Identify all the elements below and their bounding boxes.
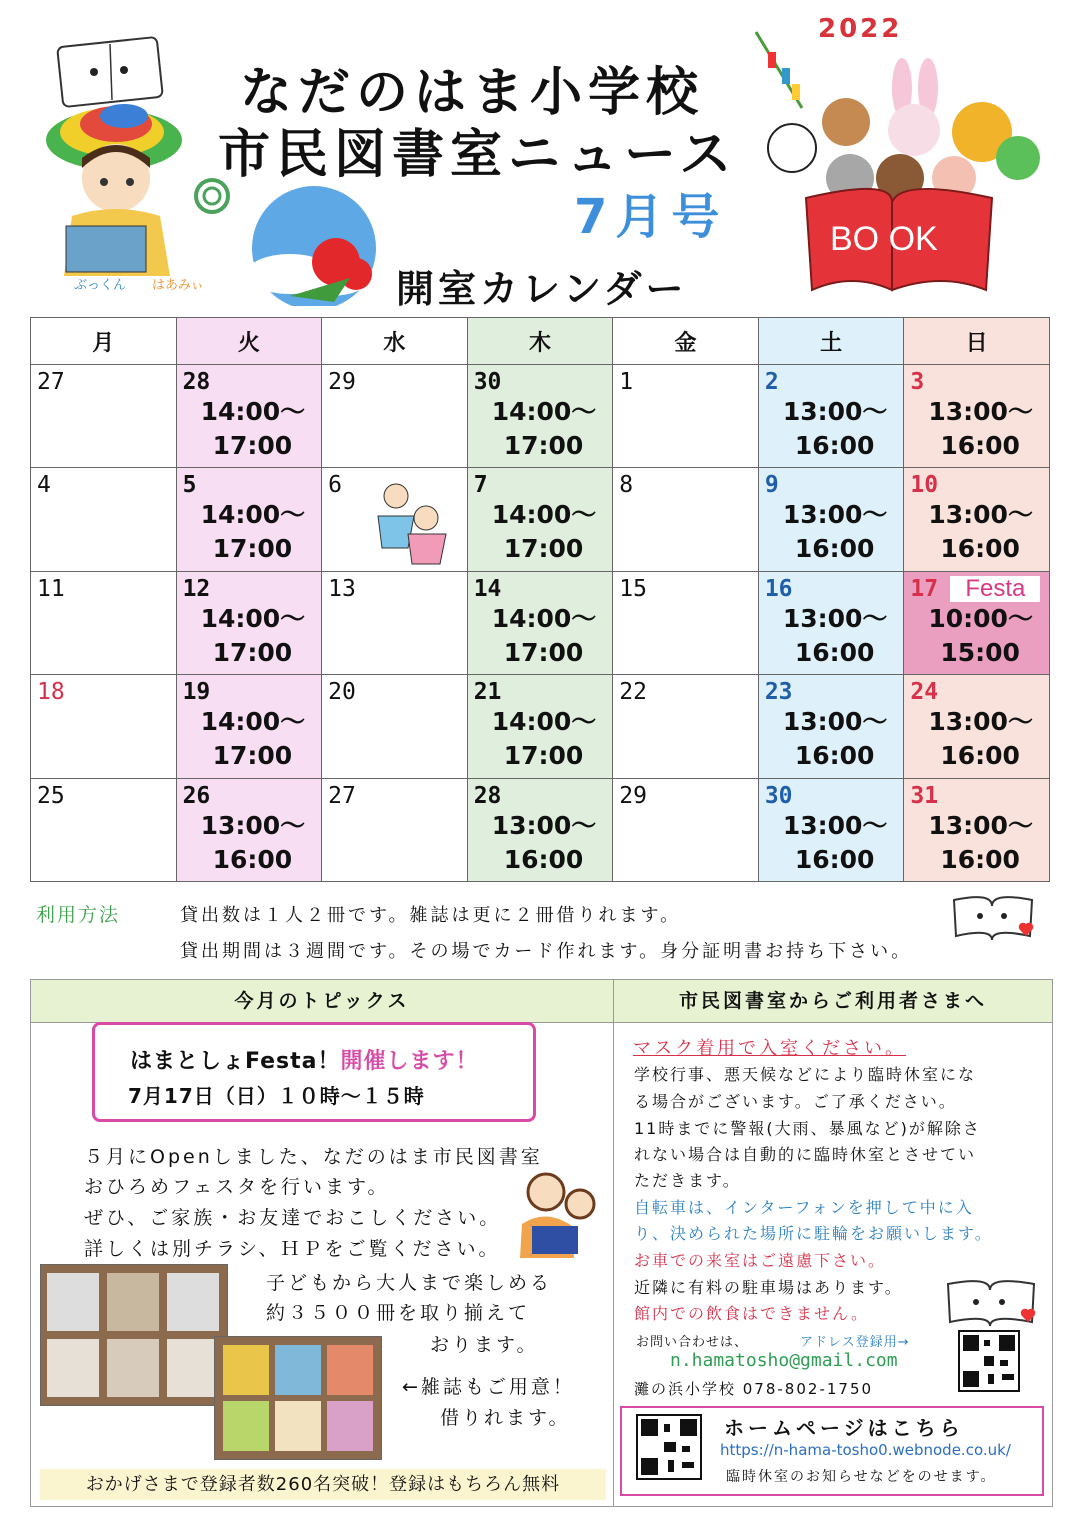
weekday-header-wed: 水: [322, 318, 468, 365]
weekday-header-sat: 土: [758, 318, 904, 365]
day-number: 30: [764, 782, 793, 809]
day-number: 7: [473, 472, 488, 499]
day-number: 6: [328, 472, 342, 499]
intro-line-2: おひろめフェスタを行います。: [84, 1176, 390, 1198]
opening-calendar: [30, 317, 1050, 882]
calendar-day-cell: [31, 571, 177, 674]
calendar-day-cell: [467, 365, 613, 468]
intro-line-1: ５月にOpenしました、なだのはま市民図書室: [84, 1146, 543, 1168]
summer-sky-hibiscus-illustration: [240, 178, 390, 306]
calendar-day-cell: [31, 468, 177, 571]
closure-line-3: 11時までに警報(大雨、暴風など)が解除さ: [634, 1119, 981, 1138]
calendar-body: [31, 365, 1050, 882]
calendar-day-cell: [758, 778, 904, 881]
book-label: BO OK: [830, 220, 938, 258]
parking-notice: 近隣に有料の駐車場はあります。: [634, 1278, 903, 1297]
calendar-day-cell: [904, 778, 1050, 881]
closing-time: 16:00: [212, 844, 293, 874]
bookshelf-photo: [40, 1264, 228, 1406]
calendar-day-cell: [613, 365, 759, 468]
opening-time: 13:00～: [782, 500, 888, 530]
mascot-characters-illustration: [46, 36, 236, 286]
intro-line-3: ぜひ、ご家族・お友達でおこしください。: [84, 1207, 502, 1229]
closing-time: 17:00: [503, 534, 584, 564]
closing-time: 17:00: [212, 741, 293, 771]
calendar-day-cell: [176, 468, 322, 571]
book-character-icon: [950, 892, 1036, 944]
calendar-day-cell: [904, 365, 1050, 468]
day-number: 24: [910, 679, 939, 706]
calendar-day-cell: [904, 468, 1050, 571]
doll-decoration-icon: [368, 476, 454, 566]
calendar-week-row: [31, 778, 1050, 881]
character-name-bukkun: ぶっくん: [74, 278, 127, 293]
day-number: 26: [182, 782, 211, 809]
day-number: 30: [473, 369, 502, 395]
magazines-line-1: ←雑誌もご用意！: [402, 1376, 575, 1398]
weekday-header-row: [31, 318, 1050, 365]
day-number: 13: [328, 575, 356, 602]
day-number: 29: [619, 782, 647, 809]
calendar-day-cell: [322, 778, 468, 881]
calendar-day-cell: [467, 571, 613, 674]
closing-time: 16:00: [940, 431, 1020, 460]
calendar-day-cell: [758, 365, 904, 468]
day-number: 21: [473, 679, 502, 706]
homepage-note: 臨時休室のお知らせなどをのせます。: [726, 1469, 997, 1485]
day-number: 15: [619, 575, 647, 602]
closing-time: 17:00: [503, 637, 584, 667]
day-number: 4: [37, 472, 51, 499]
opening-time: 13:00～: [928, 810, 1033, 840]
opening-time: 14:00～: [200, 603, 306, 633]
mother-child-reading-illustration: [516, 1168, 604, 1260]
closing-time: 17:00: [212, 637, 293, 667]
bicycle-line-2: り、決められた場所に駐輪をお願いします。: [634, 1224, 993, 1243]
day-number: 28: [182, 369, 211, 395]
calendar-day-cell: [613, 675, 759, 778]
day-number: 5: [182, 472, 197, 499]
day-number: 1: [619, 369, 634, 395]
calendar-week-row: [31, 571, 1050, 674]
bicycle-line-1: 自転車は、インターフォンを押して中に入: [634, 1198, 974, 1217]
opening-time: 13:00～: [782, 397, 888, 426]
calendar-day-cell: [176, 675, 322, 778]
opening-time: 13:00～: [491, 810, 597, 840]
closure-line-2: る場合がございます。ご了承ください。: [634, 1092, 957, 1111]
animals-book-illustration: [742, 28, 1048, 308]
weekday-header-tue: 火: [176, 318, 322, 365]
calendar-day-cell: [758, 468, 904, 571]
calendar-day-cell: [322, 365, 468, 468]
day-number: 19: [182, 679, 211, 706]
calendar-day-cell: [176, 571, 322, 674]
day-number: 27: [328, 782, 356, 809]
opening-time: 14:00～: [200, 707, 306, 737]
books-line-3: おります。: [430, 1334, 539, 1356]
issue-month: 7月号: [574, 189, 728, 245]
calendar-day-cell: [31, 365, 177, 468]
opening-time: 13:00～: [200, 810, 306, 840]
books-line-2: 約３５００冊を取り揃えて: [266, 1302, 531, 1324]
calendar-day-cell: [322, 675, 468, 778]
weekday-header-mon: 月: [31, 318, 177, 365]
day-number: 11: [37, 575, 65, 602]
title-newsletter: 市民図書室ニュース: [218, 125, 738, 185]
closure-line-1: 学校行事、悪天候などにより臨時休室にな: [634, 1065, 977, 1084]
car-notice: お車での来室はご遠慮下さい。: [634, 1251, 887, 1270]
magazine-rack-photo: [214, 1336, 382, 1460]
usage-label: 利用方法: [36, 904, 121, 926]
contact-email[interactable]: n.hamatosho@gmail.com: [670, 1350, 898, 1371]
closing-time: 17:00: [212, 534, 293, 564]
closing-time: 15:00: [940, 637, 1020, 667]
closure-line-5: ただきます。: [634, 1171, 741, 1190]
day-number: 2: [764, 369, 779, 395]
calendar-title: 開室カレンダー: [396, 267, 688, 311]
festa-tag: Festa: [950, 576, 1040, 602]
contact-label: お問い合わせは、: [636, 1335, 749, 1350]
closing-time: 16:00: [794, 431, 875, 460]
day-number: 29: [328, 369, 356, 395]
weekday-header-thu: 木: [467, 318, 613, 365]
day-number: 23: [764, 679, 793, 706]
closing-time: 16:00: [794, 534, 875, 564]
closing-time: 16:00: [940, 741, 1020, 771]
festa-name: はまとしょFesta！: [130, 1049, 341, 1074]
character-name-haamii: はあみぃ: [152, 278, 204, 293]
day-number: 20: [328, 679, 356, 706]
opening-time: 13:00～: [782, 707, 888, 737]
opening-time: 14:00～: [491, 397, 597, 426]
weekday-header-sun: 日: [904, 318, 1050, 365]
day-number: 12: [182, 575, 211, 602]
closing-time: 16:00: [794, 741, 875, 771]
opening-time: 14:00～: [491, 707, 597, 737]
day-number: 14: [473, 575, 502, 602]
topics-heading: 今月のトピックス: [31, 980, 613, 1023]
intro-line-4: 詳しくは別チラシ、ＨＰをご覧ください。: [84, 1238, 501, 1260]
calendar-day-cell: [467, 468, 613, 571]
calendar-day-cell: [904, 571, 1050, 674]
homepage-qr-code-icon[interactable]: [636, 1414, 702, 1480]
opening-time: 13:00～: [782, 810, 888, 840]
address-registration-label: アドレス登録用→: [800, 1335, 910, 1350]
books-line-1: 子どもから大人まで楽しめる: [266, 1272, 553, 1294]
weekday-header-fri: 金: [613, 318, 759, 365]
opening-time: 14:00～: [491, 500, 597, 530]
title-school-name: なだのはま小学校: [240, 63, 705, 123]
closing-time: 17:00: [212, 431, 293, 460]
opening-time: 13:00～: [928, 707, 1033, 737]
registration-banner: おかげさまで登録者数260名突破！登録はもちろん無料: [40, 1469, 606, 1500]
closing-time: 17:00: [503, 741, 584, 771]
calendar-week-row: [31, 468, 1050, 571]
closing-time: 16:00: [940, 534, 1020, 564]
calendar-week-row: [31, 675, 1050, 778]
calendar-day-cell: [613, 778, 759, 881]
festa-held: 開催します！: [340, 1049, 479, 1074]
usage-lending-limit: 貸出数は１人２冊です。雑誌は更に２冊借りれます。: [180, 905, 682, 926]
opening-time: 13:00～: [928, 397, 1033, 426]
day-number: 18: [37, 679, 65, 706]
homepage-title: ホームページはこちら: [724, 1416, 964, 1440]
opening-time: 13:00～: [782, 603, 888, 633]
opening-time: 14:00～: [200, 500, 306, 530]
food-notice: 館内での飲食はできません。: [634, 1304, 869, 1323]
opening-time: 14:00～: [491, 603, 597, 633]
day-number: 16: [764, 575, 793, 602]
closing-time: 16:00: [940, 844, 1020, 874]
email-qr-code-icon[interactable]: [958, 1330, 1020, 1392]
calendar-day-cell: [176, 365, 322, 468]
magazines-line-2: 借りれます。: [440, 1407, 571, 1429]
day-number: 17: [910, 575, 939, 602]
calendar-day-cell: [176, 778, 322, 881]
day-number: 28: [473, 782, 502, 809]
calendar-day-cell: [904, 675, 1050, 778]
book-character-icon-2: [944, 1276, 1040, 1330]
opening-time: 13:00～: [928, 500, 1033, 530]
closing-time: 17:00: [503, 431, 584, 460]
day-number: 22: [619, 679, 647, 706]
school-phone: 灘の浜小学校 078-802-1750: [634, 1380, 874, 1398]
usage-lending-period: 貸出期間は３週間です。その場でカード作れます。身分証明書お持ち下さい。: [180, 941, 913, 962]
day-number: 31: [910, 782, 939, 809]
day-number: 10: [910, 472, 939, 499]
calendar-day-cell: [758, 571, 904, 674]
calendar-day-cell: [322, 571, 468, 674]
mask-notice: マスク着用で入室ください。: [633, 1038, 906, 1059]
opening-time: 10:00～: [928, 603, 1033, 633]
calendar-week-row: [31, 365, 1050, 468]
homepage-url-link[interactable]: https://n-hama-tosho0.webnode.co.uk/: [720, 1441, 1011, 1459]
closing-time: 16:00: [794, 844, 875, 874]
calendar-day-cell: [31, 778, 177, 881]
closure-line-4: れない場合は自動的に臨時休室とさせてい: [634, 1145, 977, 1164]
notice-heading: 市民図書室からご利用者さまへ: [614, 980, 1052, 1023]
calendar-day-cell: [758, 675, 904, 778]
day-number: 9: [764, 472, 779, 499]
day-number: 3: [910, 369, 925, 395]
closing-time: 16:00: [503, 844, 584, 874]
opening-time: 14:00～: [200, 397, 306, 426]
day-number: 27: [37, 369, 65, 395]
festa-date: 7月17日（日）１０時～１５時: [128, 1084, 425, 1108]
closing-time: 16:00: [794, 637, 875, 667]
year: 2022: [818, 14, 903, 44]
calendar-day-cell: [31, 675, 177, 778]
calendar-day-cell: [467, 675, 613, 778]
day-number: 25: [37, 782, 65, 809]
calendar-day-cell: [613, 571, 759, 674]
calendar-day-cell: [467, 778, 613, 881]
calendar-day-cell: [613, 468, 759, 571]
festa-announcement: [130, 1044, 479, 1075]
day-number: 8: [619, 472, 634, 499]
